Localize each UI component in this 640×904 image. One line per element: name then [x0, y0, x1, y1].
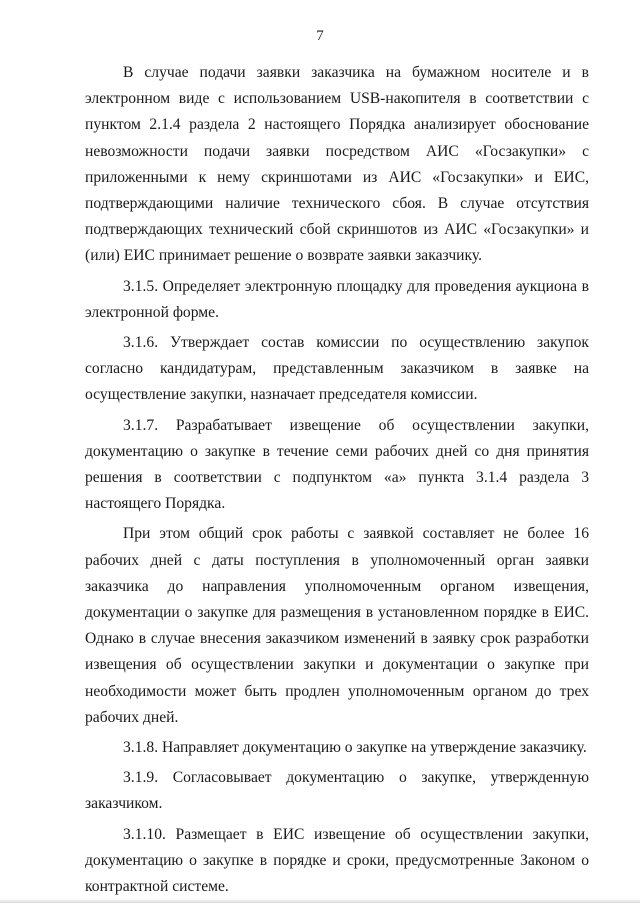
paragraph-3-1-6: 3.1.6. Утверждает состав комиссии по осуществлению закупок согласно кандидатурам, представленным заказчиком в заявке на осуществление закупки, назначает председателя комиссии. — [85, 334, 589, 404]
paragraph-3-1-8: 3.1.8. Направляет документацию о закупке на утверждение заказчику. — [123, 739, 587, 757]
paragraph-usb-submission: В случае подачи заявки заказчика на бумажном носителе и в электронном виде с использованием USB-накопителя в соответствии с пунктом 2.1.4 раздела 2 настоящего Порядка анализирует обоснование невозможности подачи заявки посредством АИС «Госзакупки» с приложенными к нему скриншотами из АИС «Госзакупки» и ЕИС, подтверждающими наличие технического сбоя. В случае отсутствия подтверждающих технический сбой скриншотов из АИС «Госзакупки» и (или) ЕИС принимает решение о возврате заявки заказчику. — [85, 64, 589, 265]
paragraph-3-1-10: 3.1.10. Размещает в ЕИС извещение об осуществлении закупки, документацию о закупке в порядке и сроки, предусмотренные Законом о контрактной системе. — [85, 825, 589, 896]
paragraph-3-1-7: 3.1.7. Разрабатывает извещение об осуществлении закупки, документацию о закупке в течение семи рабочих дней со дня принятия решения в соответствии с подпунктом «а» пункта 3.1.4 раздела 3 настоящего Порядка. — [85, 416, 589, 513]
paragraph-total-term: При этом общий срок работы с заявкой составляет не более 16 рабочих дней с даты поступления в уполномоченный орган заявки заказчика до направления уполномоченным органом извещения, документации о закупке для размещения в установленном порядке в ЕИС. Однако в случае внесения заказчиком изменений в заявку срок разработки извещения об осуществлении закупки и документации о закупке при необходимости может быть продлен уполномоченным органом до трех рабочих дней. — [85, 525, 589, 726]
scan-bottom-edge — [0, 899, 640, 903]
page-number: 7 — [316, 28, 324, 44]
document-body — [85, 60, 589, 904]
paragraph-3-1-9: 3.1.9. Согласовывает документацию о закупке, утвержденную заказчиком. — [85, 769, 589, 813]
paragraph-3-1-5: 3.1.5. Определяет электронную площадку для проведения аукциона в электронной форме. — [85, 277, 589, 321]
